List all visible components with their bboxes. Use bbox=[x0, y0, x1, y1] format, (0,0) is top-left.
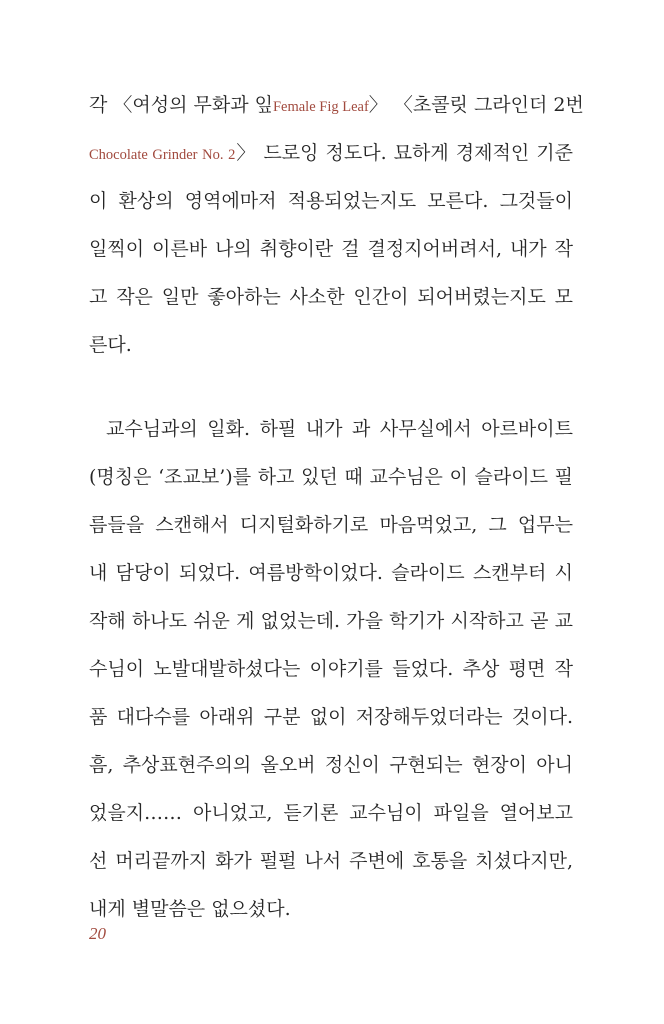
paragraph-1-line-3: 이 환상의 영역에마저 적용되었는지도 모른다. 그것들이 bbox=[89, 190, 573, 212]
paragraph-1-line-2 bbox=[89, 138, 573, 168]
paragraph-2-line-10: 선 머리끝까지 화가 펄펄 나서 주변에 호통을 치셨다지만, bbox=[89, 850, 573, 872]
paragraph-1-line-5: 고 작은 일만 좋아하는 사소한 인간이 되어버렸는지도 모 bbox=[89, 286, 573, 308]
paragraph-2-line-11: 내게 별말씀은 없으셨다. bbox=[89, 898, 291, 920]
page-number: 20 bbox=[89, 924, 106, 943]
p1-l1-korean-a: 각 〈여성의 무화과 잎 bbox=[89, 94, 273, 116]
paragraph-2-line-6: 수님이 노발대발하셨다는 이야기를 들었다. 추상 평면 작 bbox=[89, 658, 573, 680]
p1-l1-korean-c: 〉 〈초콜릿 그라인더 2번 bbox=[368, 94, 584, 116]
p1-l2-korean-b: 〉 드로잉 정도다. 묘하게 경제적인 기준 bbox=[235, 142, 573, 164]
paragraph-2-line-9: 었을지…… 아니었고, 듣기론 교수님이 파일을 열어보고 bbox=[89, 802, 573, 824]
paragraph-2-line-8: 흠, 추상표현주의의 올오버 정신이 구현되는 현장이 아니 bbox=[89, 754, 573, 776]
paragraph-2-line-3: 름들을 스캔해서 디지털화하기로 마음먹었고, 그 업무는 bbox=[89, 514, 573, 536]
paragraph-1-line-6: 른다. bbox=[89, 334, 132, 356]
paragraph-2-line-5: 작해 하나도 쉬운 게 없었는데. 가을 학기가 시작하고 곧 교 bbox=[89, 610, 573, 632]
paragraph-2-line-4: 내 담당이 되었다. 여름방학이었다. 슬라이드 스캔부터 시 bbox=[89, 562, 573, 584]
paragraph-1-line-4: 일찍이 이른바 나의 취향이란 걸 결정지어버려서, 내가 작 bbox=[89, 238, 573, 260]
english-title-female-fig-leaf: Female Fig Leaf bbox=[272, 99, 369, 115]
paragraph-2-line-7: 품 대다수를 아래위 구분 없이 저장해두었더라는 것이다. bbox=[89, 706, 573, 728]
paragraph-2-line-1: 교수님과의 일화. 하필 내가 과 사무실에서 아르바이트 bbox=[106, 418, 573, 440]
paragraph-2-line-2: (명칭은 ‘조교보’)를 하고 있던 때 교수님은 이 슬라이드 필 bbox=[89, 466, 573, 488]
paragraph-1-line-1 bbox=[89, 90, 584, 120]
english-title-chocolate-grinder: Chocolate Grinder No. 2 bbox=[89, 147, 236, 163]
